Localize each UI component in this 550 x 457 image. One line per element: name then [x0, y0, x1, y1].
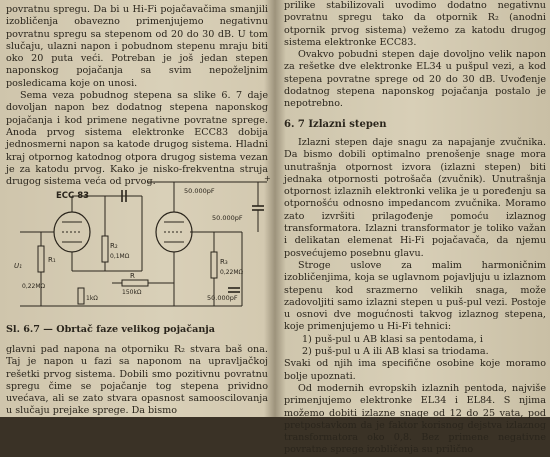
- paragraph: Stroge uslove za malim harmoničnim izobličenjima, koja se uglavnom pojavljuju u izlaznom stepenu kod srazmerno velikih snaga, može zadovoljiti samo izlazni stepen u puš-pul vezi. Postoje u osnovi dve mogućnosti takvog izlaznog stepena, koje primenjujemo u Hi-Fi tehnici:: [284, 259, 546, 333]
- resistor-icon: [211, 252, 217, 278]
- list-item: 2) puš-pul u A ili AB klasi sa triodama.: [302, 346, 489, 358]
- resistor-icon: [38, 246, 44, 272]
- phase-inverter-schematic: [12, 176, 274, 322]
- r1-label: R₁: [48, 256, 56, 264]
- cap-bottom-label: 50.000pF: [207, 294, 238, 302]
- paragraph: Svaki od njih ima specifične osobine koje moramo bolje upoznati.: [284, 358, 546, 382]
- figure-caption: [6, 324, 268, 336]
- option-list: [284, 334, 546, 359]
- paragraph: glavni pad napona na otporniku R₂ stvara baš ona. Taj je napon u fazi sa naponom na upravljačkoj rešetki prvog sistema. Dobili smo pozitivnu povratnu spregu čime se pojačanje tog stepena prividno uvećava, ali se zato stvara opasnost samooscilovanja u slučaju prejake sprege. Da bismo: [6, 344, 268, 417]
- paragraph: Sema veza pobudnog stepena sa slike 6. 7 daje dovoljan napon bez dodatnog stepena naponskog pojačanja i kod primene negativne povratne sprege. Anoda prvog sistema elektronke ECC83 dobija jednosmerni napon sa katode drugog sistema. Hladni kraj otpornog katodnog otpora drugog sistema vezan je za katodu prvog. Kako je nisko-frekventna struja drugog sistema veća od prvog.: [6, 90, 268, 188]
- r5-value: 1kΩ: [86, 295, 98, 302]
- r-label: R: [130, 272, 135, 280]
- input-label: U₁: [14, 262, 22, 270]
- caption-text: Sl. 6.7 — Obrtač faze velikog pojačanja: [6, 324, 215, 335]
- paragraph: Od modernih evropskih izlaznih pentoda, najviše primenjujemo elektronke EL34 i EL84. S njima možemo dobiti izlazne snage od 12 do 25 vata, pod pretpostavkom da je faktor korisnog dejstva izlaznog transformatora oko 0,8. Bez primene negativne povratne sprege izobličenja su prilično: [284, 382, 546, 456]
- r3-value: 0,22MΩ: [220, 269, 244, 276]
- left-page: [6, 0, 271, 417]
- cap-top-label: 50.000pF: [184, 187, 215, 195]
- section-heading: 6. 7 Izlazni stepen: [284, 118, 387, 130]
- r4-value: 150kΩ: [122, 289, 142, 296]
- left-bottom-text: [6, 344, 268, 418]
- tube-label: ECC 83: [56, 191, 90, 201]
- cap-right-label: 50.000pF: [212, 214, 243, 222]
- r2-value: 0,1MΩ: [110, 253, 130, 260]
- right-page: [284, 0, 546, 456]
- r2-label: R₂: [110, 242, 118, 250]
- resistor-icon: [102, 236, 108, 262]
- paragraph: povratnu spregu. Da bi u Hi-Fi pojačavačima smanjili izobličenja obavezno primenjujemo negativnu povratnu spregu sa stepenom od 20 do 30 dB. U tom slučaju, ulazni napon i pobudnom stepenu mraju biti oko 20 puta veći. Potreban je još jedan stepen naponskog pojačanja sa svim nepoželjnim posledicama koje on unosi.: [6, 4, 268, 89]
- r3-label: R₃: [220, 258, 228, 266]
- r1-value: 0,22MΩ: [22, 283, 46, 290]
- paragraph: prilike stabilizovali uvodimo dodatno negativnu povratnu spregu tako da otpornik R₂ (anodni otpornik prvog sistema) vežemo za katodu drugog sistema elektronke ECC83.: [284, 0, 546, 48]
- resistor-icon: [122, 280, 148, 286]
- list-item: 1) puš-pul u AB klasi sa pentodama, i: [302, 333, 483, 345]
- right-text: [284, 0, 546, 457]
- left-top-text: [6, 4, 268, 188]
- plus-label: +: [264, 176, 271, 183]
- resistor-icon: [78, 288, 84, 304]
- paragraph: Ovakvo pobudni stepen daje dovoljno velik napon za rešetke dve elektronke EL34 u pušpul vezi, a kod stepena povratne sprege od 20 do 30 dB. Uvođenje dodatnog stepena naponskog pojačanja postalo je nepotrebno.: [284, 49, 546, 110]
- paragraph: Izlazni stepen daje snagu za napajanje zvučnika. Da bismo dobili optimalno prenošenje snage mora unutrašnja otpornost izvora (izlazni stepen) biti jednaka otpornosti potrošača (zvučnik). Unutrašnja otpornost izlaznih elektronki velika je u poređenju sa otpornošću odnosno impedancom zvučnika. Moramo zato izvršiti prilagođenje pomoću izlaznog transformatora. Izlazni transformator je toliko važan i delikatan elemenat Hi-Fi pojačavača, da njemu posvećujemo posebnu glavu.: [284, 136, 546, 259]
